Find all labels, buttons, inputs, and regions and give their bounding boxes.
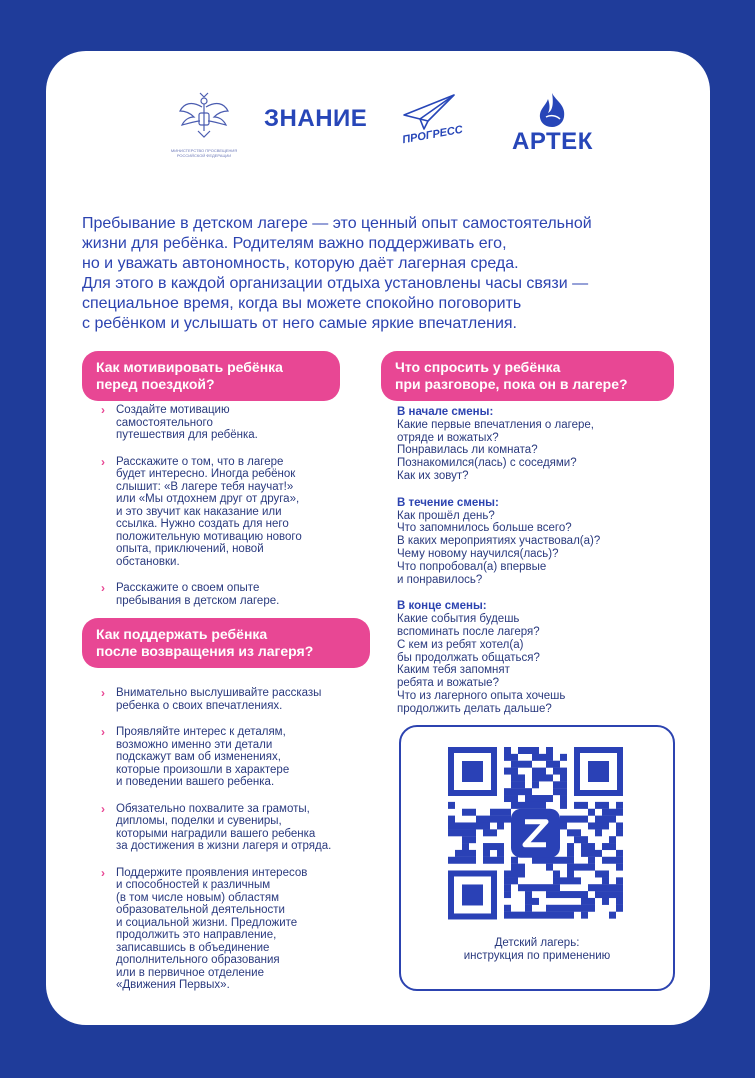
qr-module (616, 809, 623, 816)
qr-module (504, 747, 511, 754)
qr-module (525, 747, 532, 754)
qr-module (448, 822, 455, 829)
qr-module (602, 809, 609, 816)
qr-module (588, 905, 595, 912)
qr-module (567, 850, 574, 857)
intro-line: жизни для ребёнка. Родителям важно поддерживать его, (82, 235, 507, 252)
qr-module (525, 905, 532, 912)
qr-module (609, 884, 616, 891)
qr-module (497, 809, 504, 816)
qr-module (532, 781, 539, 788)
qr-module (588, 822, 595, 829)
qr-module (546, 905, 553, 912)
qr-module (497, 843, 504, 850)
qr-module (602, 843, 609, 850)
qr-module (560, 857, 567, 864)
qr-module (567, 857, 574, 864)
qr-module (560, 905, 567, 912)
qr-module (483, 816, 490, 823)
qr-module (518, 747, 525, 754)
qr-module (546, 891, 553, 898)
chevron-right-icon: › (101, 581, 105, 595)
qr-module (469, 857, 476, 864)
qr-module (567, 877, 574, 884)
qr-module (532, 795, 539, 802)
qr-module (511, 761, 518, 768)
qr-module (518, 781, 525, 788)
qr-module (616, 850, 623, 857)
qr-module (595, 822, 602, 829)
qr-module (476, 822, 483, 829)
section-heading: В начале смены: (397, 406, 494, 418)
qr-module (539, 884, 546, 891)
qr-module (588, 864, 595, 871)
list-item: › Расскажите о своем опыте пребывания в детском лагере. (101, 581, 280, 607)
qr-module (483, 857, 490, 864)
qr-module (602, 870, 609, 877)
qr-module (497, 857, 504, 864)
qr-caption: Детский лагерь: инструкция по применению (463, 937, 611, 962)
qr-module (490, 843, 497, 850)
qr-module (518, 802, 525, 809)
qr-module (504, 816, 511, 823)
qr-module (581, 850, 588, 857)
qr-module (511, 877, 518, 884)
qr-module (539, 802, 546, 809)
qr-module (518, 870, 525, 877)
qr-module (455, 822, 462, 829)
questions-middle: В течение смены: Как прошёл день? Что запомнилось больше всего? В каких мероприятиях участвовал(а)? Чему новому научился(лась)? Что попробовал(а) впервые и понравилось? (397, 497, 662, 587)
qr-module (553, 788, 560, 795)
qr-module (539, 857, 546, 864)
qr-module (553, 891, 560, 898)
qr-module (546, 857, 553, 864)
qr-module (504, 912, 511, 919)
qr-module (483, 822, 490, 829)
qr-module (469, 809, 476, 816)
qr-module (581, 905, 588, 912)
qr-module (511, 768, 518, 775)
qr-module (602, 802, 609, 809)
qr-module (469, 850, 476, 857)
qr-module (609, 843, 616, 850)
motivate-list (98, 404, 308, 621)
qr-module (518, 912, 525, 919)
qr-module (595, 891, 602, 898)
chevron-right-icon: › (101, 725, 105, 739)
support-list (98, 687, 353, 1006)
chevron-right-icon: › (101, 686, 105, 700)
qr-module (546, 795, 553, 802)
qr-module (518, 864, 525, 871)
qr-module (567, 891, 574, 898)
qr-module (511, 788, 518, 795)
qr-module (560, 877, 567, 884)
qr-module (455, 857, 462, 864)
list-item: › Внимательно выслушивайте рассказы ребенка о своих впечатлениях. (101, 686, 322, 712)
qr-module (574, 891, 581, 898)
flyer-card (46, 51, 710, 1025)
qr-module (511, 754, 518, 761)
qr-module (511, 912, 518, 919)
qr-module (574, 829, 581, 836)
qr-module (483, 843, 490, 850)
section-heading: В конце смены: (397, 600, 487, 613)
intro-line: но и уважать автономность, которую даёт лагерная среда. (82, 255, 519, 272)
qr-module (504, 795, 511, 802)
flame-icon (532, 91, 572, 129)
list-item: › Поддержите проявления интересов и способностей к различным (в том числе новым) областям образовательной деятельности и социальной жизни. Предложите продолжить это направление, записавшись в объединение дополнительного образования или в первичное отделение «Движения Первых». (101, 865, 308, 991)
qr-module (588, 857, 595, 864)
ministry-logo (164, 91, 244, 158)
motivate-heading: Как мотивировать ребёнка перед поездкой? (82, 351, 340, 401)
qr-module (525, 802, 532, 809)
qr-module (448, 857, 455, 864)
qr-module (602, 898, 609, 905)
qr-module (616, 877, 623, 884)
qr-module (553, 781, 560, 788)
qr-module (616, 857, 623, 864)
intro-paragraph (82, 214, 682, 334)
qr-finder-center (588, 761, 609, 782)
qr-module (532, 774, 539, 781)
qr-module (518, 761, 525, 768)
qr-module (574, 905, 581, 912)
qr-module (532, 898, 539, 905)
qr-module (511, 795, 518, 802)
qr-module (560, 768, 567, 775)
qr-module (609, 816, 616, 823)
qr-module (560, 816, 567, 823)
qr-module (553, 912, 560, 919)
qr-module (567, 870, 574, 877)
qr-module (560, 788, 567, 795)
list-item: › Создайте мотивацию самостоятельного путешествия для ребёнка. (101, 403, 258, 441)
ministry-caption: МИНИСТЕРСТВО ПРОСВЕЩЕНИЯ РОССИЙСКОЙ ФЕДЕРАЦИИ (170, 148, 238, 158)
qr-module (560, 774, 567, 781)
qr-module (518, 884, 525, 891)
qr-module (574, 802, 581, 809)
support-heading: Как поддержать ребёнка после возвращения из лагеря? (82, 618, 370, 668)
qr-module (588, 809, 595, 816)
qr-module (602, 822, 609, 829)
intro-line: с ребёнком и услышать от него самые яркие впечатления. (82, 315, 517, 332)
qr-module (553, 768, 560, 775)
qr-module (504, 754, 511, 761)
qr-module (553, 870, 560, 877)
qr-module (525, 795, 532, 802)
list-item: › Обязательно похвалите за грамоты, дипломы, поделки и сувениры, которыми наградили вашего ребенка за достижения в жизни лагеря и отряда. (101, 801, 332, 852)
qr-module (490, 816, 497, 823)
qr-module (616, 802, 623, 809)
qr-module (560, 912, 567, 919)
qr-module (581, 802, 588, 809)
eagle-emblem-icon (176, 91, 232, 141)
qr-module (539, 768, 546, 775)
qr-module (581, 836, 588, 843)
qr-code-icon[interactable] (438, 747, 634, 925)
chevron-right-icon: › (101, 403, 105, 417)
qr-module (546, 774, 553, 781)
qr-module (448, 802, 455, 809)
qr-module (532, 912, 539, 919)
qr-module (567, 829, 574, 836)
qr-module (532, 768, 539, 775)
qr-module (581, 816, 588, 823)
qr-module (525, 788, 532, 795)
qr-module (525, 891, 532, 898)
qr-module (567, 864, 574, 871)
qr-module (602, 884, 609, 891)
qr-module (560, 795, 567, 802)
chevron-right-icon: › (101, 454, 105, 469)
qr-module (504, 809, 511, 816)
qr-module (588, 843, 595, 850)
qr-module (581, 864, 588, 871)
qr-module (469, 836, 476, 843)
qr-module (490, 857, 497, 864)
qr-finder-center (462, 761, 483, 782)
qr-module (532, 857, 539, 864)
intro-line: Пребывание в детском лагере — это ценный опыт самостоятельной (82, 215, 592, 232)
qr-module (616, 898, 623, 905)
qr-module (595, 850, 602, 857)
qr-module (511, 774, 518, 781)
ask-heading: Что спросить у ребёнка при разговоре, пока он в лагере? (381, 351, 674, 401)
qr-module (560, 802, 567, 809)
qr-module (483, 850, 490, 857)
qr-module (616, 905, 623, 912)
logo-row (46, 91, 710, 171)
qr-module (553, 884, 560, 891)
qr-module (476, 816, 483, 823)
chevron-right-icon: › (101, 801, 105, 816)
progress-logo (398, 91, 478, 161)
qr-module (581, 898, 588, 905)
qr-module (574, 816, 581, 823)
qr-finder-center (462, 884, 483, 905)
qr-module (560, 822, 567, 829)
section-heading: В течение смены: (397, 496, 499, 509)
qr-module (574, 877, 581, 884)
qr-module (609, 836, 616, 843)
qr-module (525, 898, 532, 905)
qr-module (567, 816, 574, 823)
qr-module (574, 864, 581, 871)
qr-module (560, 754, 567, 761)
qr-module (504, 891, 511, 898)
qr-module (602, 891, 609, 898)
qr-module (574, 836, 581, 843)
qr-module (462, 836, 469, 843)
qr-module (560, 891, 567, 898)
qr-module (616, 829, 623, 836)
qr-module (616, 864, 623, 871)
qr-module (567, 905, 574, 912)
qr-module (525, 884, 532, 891)
progress-wordmark: ПРОГРЕСС (401, 123, 464, 147)
qr-module (525, 761, 532, 768)
qr-module (504, 905, 511, 912)
qr-module (595, 802, 602, 809)
qr-module (532, 884, 539, 891)
qr-module (616, 884, 623, 891)
qr-module (581, 912, 588, 919)
qr-module (497, 822, 504, 829)
qr-module (560, 781, 567, 788)
qr-module (490, 829, 497, 836)
chevron-right-icon: › (101, 865, 105, 880)
qr-module (581, 843, 588, 850)
qr-module (462, 829, 469, 836)
qr-module (532, 747, 539, 754)
qr-module (581, 891, 588, 898)
qr-module (553, 761, 560, 768)
qr-module (609, 912, 616, 919)
qr-module (595, 884, 602, 891)
qr-module (616, 822, 623, 829)
qr-module (588, 898, 595, 905)
list-item: › Расскажите о том, что в лагере будет интересно. Иногда ребёнок слышит: «В лагере тебя научат!» или «Мы отдохнем друг от друга», и это звучит как наказание или ссылка. Нужно создать для него положительную мотивацию нового опыта, приключений, новой обстановки. (101, 454, 302, 568)
questions-block (397, 406, 662, 730)
qr-module (469, 822, 476, 829)
qr-module (546, 761, 553, 768)
qr-module (518, 774, 525, 781)
qr-module (490, 809, 497, 816)
znanie-logo: ЗНАНИЕ (264, 105, 368, 132)
qr-module (609, 891, 616, 898)
qr-module (588, 884, 595, 891)
qr-module (455, 829, 462, 836)
artek-wordmark: АРТЕК (512, 128, 593, 155)
qr-module (469, 829, 476, 836)
qr-module (462, 857, 469, 864)
qr-module (553, 857, 560, 864)
qr-module (448, 829, 455, 836)
intro-line: Для этого в каждой организации отдыха установлены часы связи — (82, 275, 589, 292)
qr-module (553, 905, 560, 912)
qr-module (504, 870, 511, 877)
qr-module (504, 788, 511, 795)
qr-module (539, 754, 546, 761)
qr-module (511, 864, 518, 871)
qr-module (602, 857, 609, 864)
qr-module (588, 850, 595, 857)
qr-module (511, 870, 518, 877)
qr-module (595, 829, 602, 836)
qr-module (455, 850, 462, 857)
qr-module (567, 912, 574, 919)
qr-module (532, 802, 539, 809)
qr-module (483, 829, 490, 836)
qr-module (532, 754, 539, 761)
qr-module (497, 816, 504, 823)
qr-module (462, 822, 469, 829)
qr-module (462, 809, 469, 816)
qr-module (462, 850, 469, 857)
qr-module (511, 802, 518, 809)
qr-module (539, 795, 546, 802)
qr-module (539, 912, 546, 919)
qr-module (504, 884, 511, 891)
qr-code-box[interactable] (399, 725, 675, 991)
qr-module (511, 857, 518, 864)
qr-module (609, 809, 616, 816)
qr-module (497, 850, 504, 857)
qr-module (546, 912, 553, 919)
qr-module (511, 781, 518, 788)
qr-module (504, 768, 511, 775)
qr-module (595, 870, 602, 877)
list-item: › Проявляйте интерес к деталям, возможно именно эти детали подскажут вам об изменениях, которые произошли в характере и поведении вашего ребенка. (101, 725, 290, 788)
artek-logo (512, 91, 592, 156)
qr-module (602, 816, 609, 823)
qr-module (567, 843, 574, 850)
qr-module (602, 877, 609, 884)
qr-module (546, 884, 553, 891)
qr-module (518, 788, 525, 795)
questions-end: В конце смены: Какие события будешь вспоминать после лагеря? С кем из ребят хотел(а) бы продолжать общаться? Каким тебя запомнят ребята и вожатые? Что из лагерного опыта хочешь продолжить делать дальше? (397, 600, 662, 715)
qr-module (595, 816, 602, 823)
qr-module (539, 774, 546, 781)
qr-module (504, 877, 511, 884)
qr-module (546, 747, 553, 754)
qr-module (546, 754, 553, 761)
qr-module (448, 816, 455, 823)
qr-module (546, 864, 553, 871)
qr-module (616, 891, 623, 898)
qr-module (553, 877, 560, 884)
qr-module (462, 843, 469, 850)
qr-module (609, 857, 616, 864)
questions-start: В начале смены: Какие первые впечатления о лагере, отряде и вожатых? Понравилась ли комната? Познакомился(лась) с соседями? Как их зовут? (397, 406, 662, 483)
intro-line: специальное время, когда вы можете спокойно поговорить (82, 295, 522, 312)
qr-module (525, 912, 532, 919)
